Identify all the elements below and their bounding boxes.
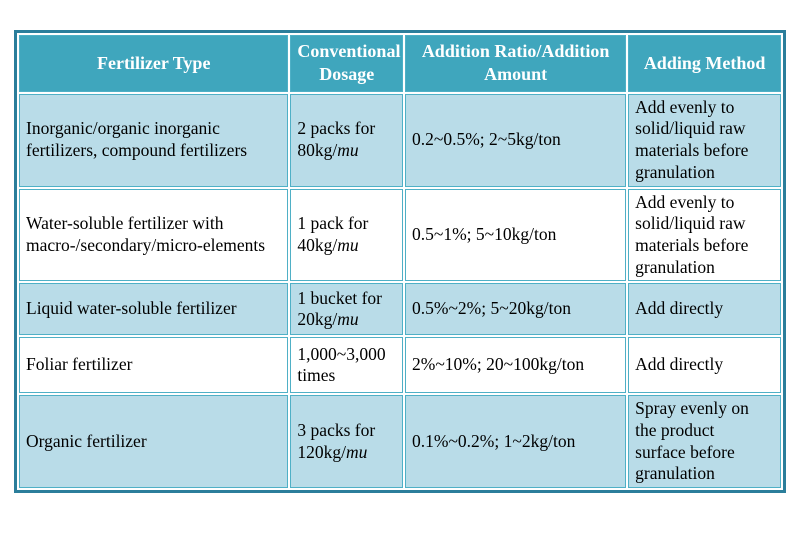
dosage-unit-italic: mu [337,234,359,255]
fertilizer-type-cell: Liquid water-soluble fertilizer [19,283,288,335]
method-cell: Add directly [628,337,781,393]
fertilizer-type-cell: Inorganic/organic inorganic fertilizers, compound fertilizers [19,94,288,187]
dosage-cell [290,395,403,488]
method-cell: Add evenly to solid/liquid raw materials before granulation [628,94,781,187]
dosage-cell [290,283,403,335]
header-addition-ratio: Addition Ratio/Addition Amount [405,35,626,92]
ratio-cell: 2%~10%; 20~100kg/ton [405,337,626,393]
dosage-unit-italic: mu [337,309,359,330]
method-cell: Spray evenly on the product surface before granulation [628,395,781,488]
method-cell: Add directly [628,283,781,335]
ratio-cell: 0.1%~0.2%; 1~2kg/ton [405,395,626,488]
dosage-unit-italic: mu [337,140,359,161]
table-row [19,283,781,335]
header-row [19,35,781,92]
header-fertilizer-type: Fertilizer Type [19,35,288,92]
fertilizer-table [14,30,786,493]
table-row [19,395,781,488]
ratio-cell: 0.5%~2%; 5~20kg/ton [405,283,626,335]
dosage-text: 1 pack for 40kg/ [297,213,369,255]
table-row [19,189,781,282]
dosage-text: 1,000~3,000 times [297,343,386,386]
dosage-text: 1 bucket for 20kg/ [297,287,382,330]
dosage-text: 2 packs for 80kg/ [297,118,376,161]
method-cell: Add evenly to solid/liquid raw materials before granulation [628,189,781,282]
fertilizer-type-cell: Water-soluble fertilizer with macro-/secondary/micro-elements [19,189,288,282]
table-row [19,337,781,393]
dosage-cell [290,94,403,187]
table-row [19,94,781,187]
header-adding-method: Adding Method [628,35,781,92]
ratio-cell: 0.2~0.5%; 2~5kg/ton [405,94,626,187]
dosage-text: 3 packs for 120kg/ [297,419,376,462]
dosage-cell [290,189,403,282]
header-conventional-dosage: Conventional Dosage [290,35,403,92]
ratio-cell: 0.5~1%; 5~10kg/ton [405,189,626,282]
dosage-cell [290,337,403,393]
fertilizer-type-cell: Foliar fertilizer [19,337,288,393]
dosage-unit-italic: mu [346,441,368,462]
fertilizer-type-cell: Organic fertilizer [19,395,288,488]
